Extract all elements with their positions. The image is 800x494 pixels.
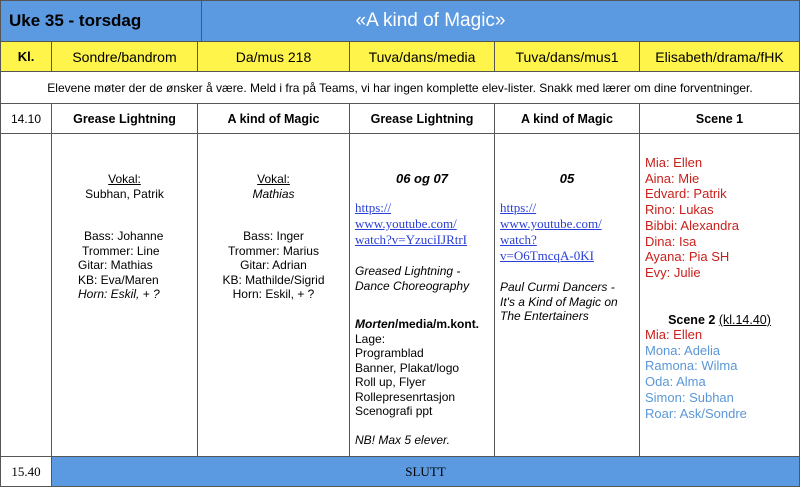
scene2-cast: [645, 327, 747, 421]
notice-row: [0, 71, 800, 104]
footer-time: 15.40: [11, 463, 41, 479]
max-note: NB! Max 5 elever.: [355, 432, 450, 447]
cast-item: Mona: Adelia: [645, 342, 721, 358]
cast-item: Mia: Ellen: [645, 327, 703, 342]
dance-music-cell: [494, 133, 640, 457]
link-line[interactable]: watch?v=YzuciIJRtrI: [355, 232, 468, 247]
trommer-line: Trommer: Marius: [228, 243, 319, 258]
cast-item: Simon: Subhan: [645, 389, 734, 405]
drama-cell: [639, 133, 800, 457]
bass-line: Bass: Johanne: [84, 229, 164, 243]
session-title-3: [349, 103, 495, 134]
scene2-heading: [640, 313, 799, 327]
cast-item: Roar: Ask/Sondre: [645, 405, 747, 421]
horn-line: Horn: Eskil, + ?: [232, 287, 315, 301]
cast-item: Aina: Mie: [645, 170, 700, 186]
vokal-label: Vokal:: [108, 172, 141, 186]
scene2-label: Scene 2: [668, 313, 716, 327]
group-label: Tuva/dans/mus1: [515, 48, 619, 65]
media-teacher: Morten: [355, 317, 395, 331]
session-title-1: [51, 103, 198, 134]
session-title-2: [197, 103, 350, 134]
vokal-names: Subhan, Patrik: [85, 186, 164, 201]
theme-cell: [201, 0, 800, 42]
session-title: A kind of Magic: [227, 111, 320, 126]
trommer-line: Trommer: Line: [82, 243, 160, 258]
cast-item: Mia: Ellen: [645, 155, 703, 170]
media-heading: [355, 317, 479, 332]
content-time-cell: [0, 133, 52, 457]
session-title-4: [494, 103, 640, 134]
media-room: /media/m.kont.: [395, 317, 480, 331]
section-numbers: 05: [559, 171, 575, 186]
cast-item: Evy: Julie: [645, 264, 701, 280]
task-item: Scenografi ppt: [355, 404, 433, 418]
group-label: Tuva/dans/media: [368, 48, 476, 65]
link-line[interactable]: v=O6TmcqA-0KI: [500, 248, 594, 263]
video-title: [355, 264, 469, 293]
group-label: Elisabeth/drama/fHK: [655, 48, 784, 65]
link-line[interactable]: www.youtube.com/: [355, 216, 457, 231]
vokal-label: Vokal:: [257, 172, 290, 186]
vokal-names: Mathias: [252, 186, 295, 201]
video-title-line: Dance Choreography: [355, 278, 470, 293]
task-item: Roll up, Flyer: [355, 375, 426, 389]
kb-line: KB: Eva/Maren: [78, 272, 159, 287]
youtube-link[interactable]: [355, 200, 467, 248]
session-title: Grease Lightning: [370, 111, 474, 126]
band-cell-1: [51, 133, 198, 457]
task-item: Lage:: [355, 331, 386, 346]
dance-media-cell: [349, 133, 495, 457]
bass-line: Bass: Inger: [243, 229, 304, 243]
session-time: 14.10: [10, 111, 42, 126]
group-header-4: [494, 41, 640, 72]
cast-item: Oda: Alma: [645, 374, 706, 390]
group-header-2: [197, 41, 350, 72]
cast-item: Edvard: Patrik: [645, 186, 727, 202]
kl-label: Kl.: [17, 49, 35, 64]
theme-title: «A kind of Magic»: [355, 10, 506, 31]
video-title: [500, 280, 618, 324]
kl-header: [0, 41, 52, 72]
cast-item: Dina: Isa: [645, 233, 697, 249]
media-team: [355, 317, 479, 447]
link-line[interactable]: watch?: [500, 232, 537, 247]
task-item: Banner, Plakat/logo: [355, 360, 460, 375]
session-title: Grease Lightning: [73, 111, 176, 126]
horn-line: Horn: Eskil, + ?: [78, 287, 160, 301]
scene2-time: (kl.14.40): [718, 313, 771, 327]
task-item: Rollepresenrtasjon: [355, 389, 456, 404]
group-header-3: [349, 41, 495, 72]
day-label: Uke 35 - torsdag: [9, 11, 142, 30]
footer-label: SLUTT: [405, 463, 446, 479]
section-numbers: 06 og 07: [395, 171, 449, 186]
day-cell: [0, 0, 202, 42]
group-header-1: [51, 41, 198, 72]
video-title-line: The Entertainers: [500, 309, 589, 323]
session-title: A kind of Magic: [521, 111, 613, 126]
group-label: Sondre/bandrom: [72, 48, 177, 65]
scene1-cast: [645, 155, 739, 281]
gitar-line: Gitar: Mathias: [78, 258, 153, 272]
footer-time-cell: [0, 456, 52, 487]
task-item: Programblad: [355, 346, 424, 360]
kb-line: KB: Mathilde/Sigrid: [222, 272, 325, 287]
youtube-link[interactable]: [500, 200, 602, 264]
cast-item: Bibbi: Alexandra: [645, 217, 739, 233]
group-label: Da/mus 218: [235, 48, 312, 65]
link-line[interactable]: https://: [500, 200, 537, 215]
link-line[interactable]: https://: [355, 200, 392, 215]
cast-item: Ayana: Pia SH: [645, 249, 730, 265]
video-title-line: It's a Kind of Magic on: [500, 294, 618, 309]
session-title-5: [639, 103, 800, 134]
video-title-line: Greased Lightning -: [355, 264, 461, 278]
footer-cell: [51, 456, 800, 487]
session-time-cell: [0, 103, 52, 134]
cast-item: Ramona: Wilma: [645, 358, 738, 374]
link-line[interactable]: www.youtube.com/: [500, 216, 602, 231]
gitar-line: Gitar: Adrian: [240, 258, 307, 272]
group-header-5: [639, 41, 800, 72]
band-cell-2: [197, 133, 350, 457]
session-title: Scene 1: [695, 111, 744, 126]
video-title-line: Paul Curmi Dancers -: [500, 280, 615, 294]
notice-text: Elevene møter der de ønsker å være. Meld i fra på Teams, vi har ingen komplette elev-lister. Snakk med lærer om dine forventninger.: [47, 80, 753, 95]
cast-item: Rino: Lukas: [645, 202, 714, 218]
